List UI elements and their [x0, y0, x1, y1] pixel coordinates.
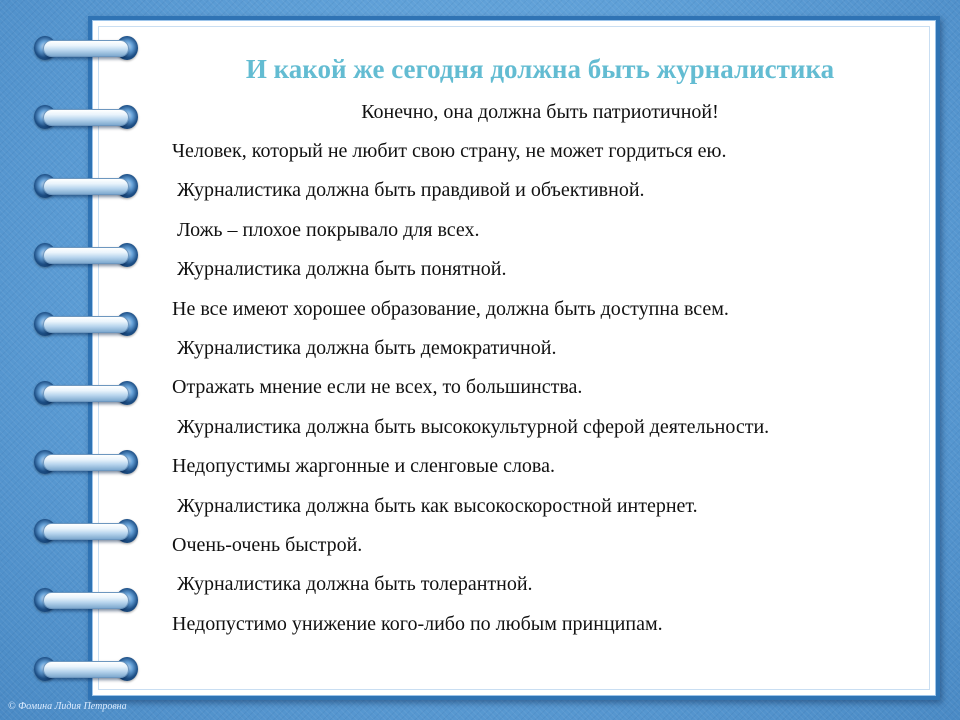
slide-subtitle: Конечно, она должна быть патриотичной! [361, 101, 719, 123]
spiral-ring [34, 242, 138, 268]
text-line: Журналистика должна быть толерантной. [172, 573, 533, 596]
text-line: Журналистика должна быть высококультурной сферой деятельности. [172, 415, 770, 438]
copyright-text: © Фомина Лидия Петровна [8, 701, 127, 712]
text-line: Очень-очень быстрой. [172, 533, 363, 556]
spiral-ring [34, 587, 138, 613]
text-line: Не все имеют хорошее образование, должна быть доступна всем. [172, 297, 729, 320]
text-line: Ложь – плохое покрывало для всех. [172, 218, 480, 241]
slide-title: И какой же сегодня должна быть журналистика [245, 54, 835, 84]
text-line: Отражать мнение если не всех, то большинства. [172, 376, 583, 399]
text-line: Журналистика должна быть демократичной. [172, 336, 557, 359]
text-line: Журналистика должна быть понятной. [172, 258, 507, 281]
spiral-ring [34, 173, 138, 199]
text-line: Человек, который не любит свою страну, не может гордиться ею. [172, 140, 727, 162]
spiral-ring [34, 518, 138, 544]
text-line: Журналистика должна быть правдивой и объективной. [172, 179, 645, 202]
spiral-ring [34, 449, 138, 475]
spiral-ring [34, 311, 138, 337]
spiral-ring [34, 380, 138, 406]
text-line: Журналистика должна быть как высокоскоростной интернет. [172, 494, 698, 517]
spiral-ring [34, 656, 138, 682]
text-line: Недопустимы жаргонные и сленговые слова. [172, 455, 555, 478]
text-line: Недопустимо унижение кого-либо по любым принципам. [172, 612, 663, 635]
text-lines [172, 136, 912, 648]
